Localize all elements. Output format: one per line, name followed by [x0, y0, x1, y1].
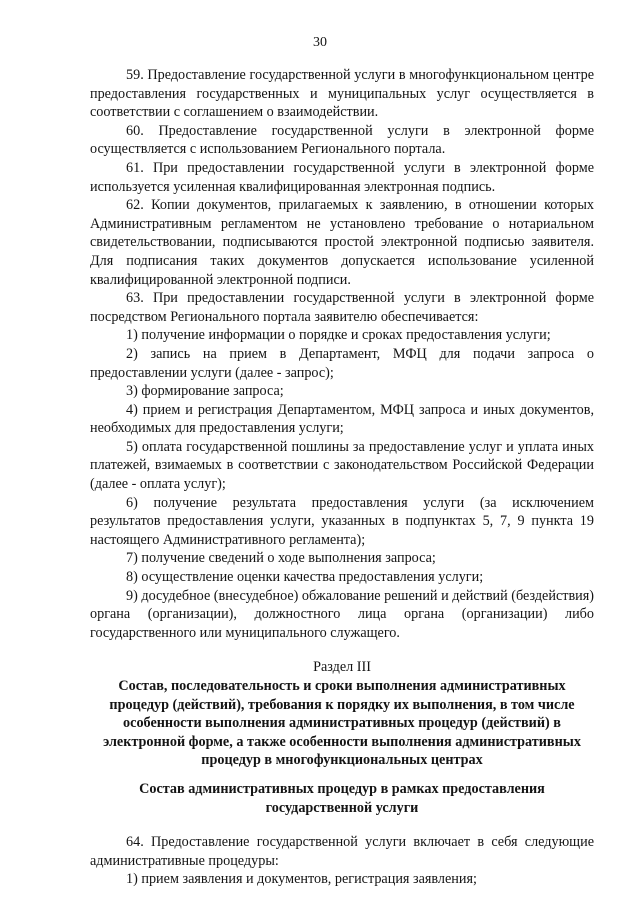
- list-item-63-1: 1) получение информации о порядке и сроках предоставления услуги;: [126, 327, 551, 344]
- list-item-63-7: 7) получение сведений о ходе выполнения запроса;: [126, 550, 436, 567]
- page-number: 30: [313, 35, 327, 50]
- paragraph-59: 59. Предоставление государственной услуги в многофункциональном центре предоставления государственных и муниципальных услуг осуществляется в соответствии с соглашением о взаимодействии.: [90, 67, 594, 121]
- list-item-64-1: 1) прием заявления и документов, регистрация заявления;: [126, 871, 477, 888]
- document-body: [90, 66, 594, 889]
- list-item-63-2: 2) запись на прием в Департамент, МФЦ для подачи запроса о предоставлении услуги (далее - запрос);: [90, 345, 594, 381]
- list-item-63-5: 5) оплата государственной пошлины за предоставление услуг и уплата иных платежей, взимаемых в соответствии с законодательством Российской Федерации (далее - оплата услуг);: [90, 438, 594, 493]
- list-item-63-6: 6) получение результата предоставления услуги (за исключением результатов предоставления услуги, указанных в подпунктах 5, 7, 9 пункта 19 настоящего Административного регламента);: [90, 494, 594, 548]
- list-item-63-8: 8) осуществление оценки качества предоставления услуги;: [126, 569, 484, 586]
- list-item-63-4: 4) прием и регистрация Департаментом, МФЦ запроса и иных документов, необходимых для предоставления услуги;: [90, 401, 594, 437]
- section-title: Состав, последовательность и сроки выполнения административных процедур (действий), требования к порядку их выполнения, в том числе особенности выполнения административных процедур (действий) в электронной форме, а также особенности выполнения административных процедур в многофункциональных центрах: [103, 678, 581, 769]
- list-item-63-3: 3) формирование запроса;: [126, 383, 284, 400]
- paragraph-60: 60. Предоставление государственной услуги в электронной форме осуществляется с использованием Регионального портала.: [90, 122, 594, 158]
- paragraph-61: 61. При предоставлении государственной услуги в электронной форме используется усиленная квалифицированная электронная подпись.: [90, 159, 594, 195]
- subsection-title: Состав административных процедур в рамках предоставления государственной услуги: [139, 780, 545, 816]
- paragraph-64: 64. Предоставление государственной услуги включает в себя следующие административные процедуры:: [90, 834, 594, 869]
- section-label: Раздел III: [313, 659, 371, 676]
- list-item-63-9: 9) досудебное (внесудебное) обжалование решений и действий (бездействия) органа (организации), должностного лица органа (организации) либо государственного или муниципального служащего.: [90, 587, 594, 641]
- paragraph-63: 63. При предоставлении государственной услуги в электронной форме посредством Регионального портала заявителю обеспечивается:: [90, 290, 594, 325]
- paragraph-62: 62. Копии документов, прилагаемых к заявлению, в отношении которых Административным регламентом не установлено требование о нотариальном свидетельствовании, подписываются простой электронной подписью заявителя. Для подписания таких документов допускается использование усиленной квалифицированной электронной подписи.: [90, 197, 594, 288]
